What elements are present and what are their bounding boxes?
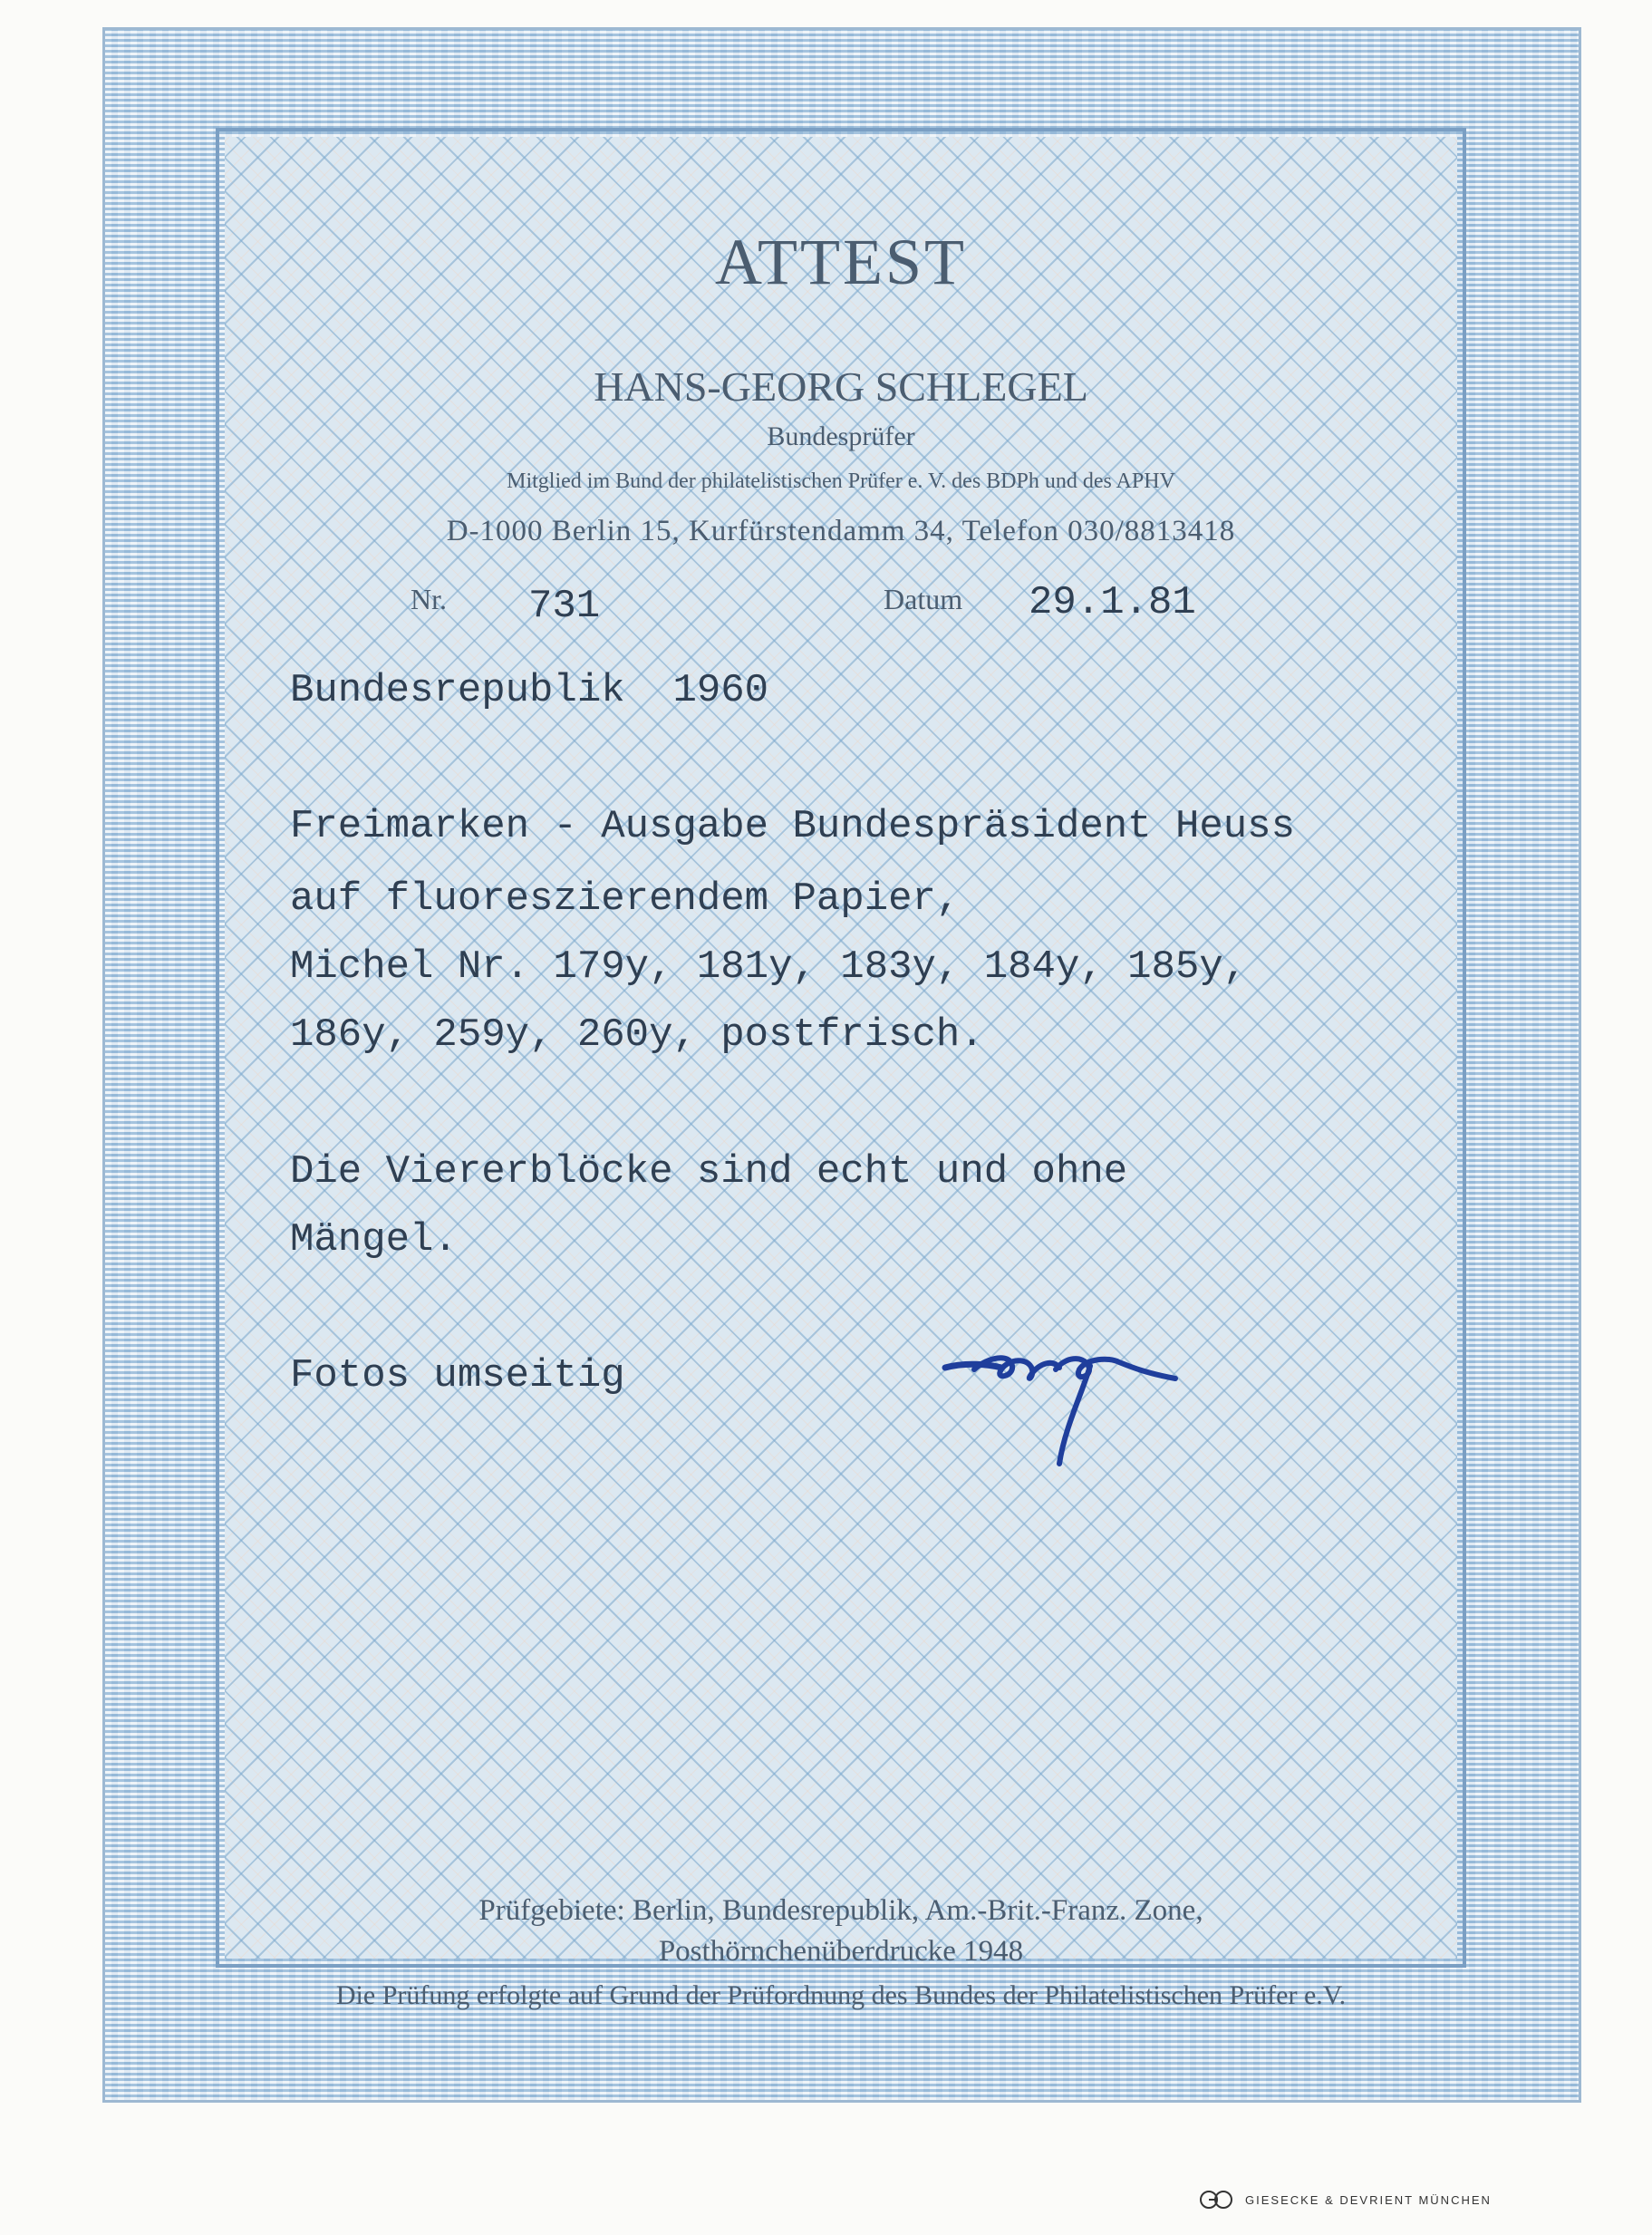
- body-paper-line: auf fluoreszierendem Papier,: [290, 876, 961, 922]
- date-label: Datum: [884, 583, 963, 615]
- examiner-role: Bundesprüfer: [767, 421, 915, 451]
- number-value: 731: [528, 584, 601, 629]
- date-value: 29.1.81: [1029, 580, 1196, 625]
- body-michel-line: Michel Nr. 179y, 181y, 183y, 184y, 185y,: [290, 944, 1248, 990]
- body-country-year: Bundesrepublik 1960: [290, 668, 769, 713]
- examiner-signature: [938, 1337, 1192, 1473]
- footer-basis-line: Die Prüfung erfolgte auf Grund der Prüfordnung des Bundes der Philatelistischen Prüfer e.V.: [335, 1980, 1347, 2010]
- body-photos-note: Fotos umseitig: [290, 1353, 625, 1398]
- number-label: Nr.: [411, 583, 447, 615]
- printer-imprint: [1196, 2188, 1577, 2211]
- gd-monogram-icon: [1196, 2190, 1236, 2210]
- address-line: D-1000 Berlin 15, Kurfürstendamm 34, Telefon 030/8813418: [446, 515, 1236, 547]
- body-issue-line: Freimarken - Ausgabe Bundespräsident Heuss: [290, 804, 1295, 849]
- printer-name: GIESECKE & DEVRIENT MÜNCHEN: [1245, 2192, 1492, 2207]
- footer-areas-line-2: Posthörnchenüberdrucke 1948: [658, 1935, 1024, 1968]
- membership-line: Mitglied im Bund der philatelistischen Prüfer e. V. des BDPh und des APHV: [507, 469, 1175, 493]
- examiner-name: HANS-GEORG SCHLEGEL: [594, 363, 1088, 410]
- body-numbers-line: 186y, 259y, 260y, postfrisch.: [290, 1012, 984, 1058]
- body-verdict-line: Die Viererblöcke sind echt und ohne: [290, 1149, 1128, 1195]
- body-verdict-line-2: Mängel.: [290, 1217, 458, 1263]
- certificate-title: ATTEST: [715, 226, 967, 298]
- footer-areas-line-1: Prüfgebiete: Berlin, Bundesrepublik, Am.-Brit.-Franz. Zone,: [478, 1894, 1203, 1927]
